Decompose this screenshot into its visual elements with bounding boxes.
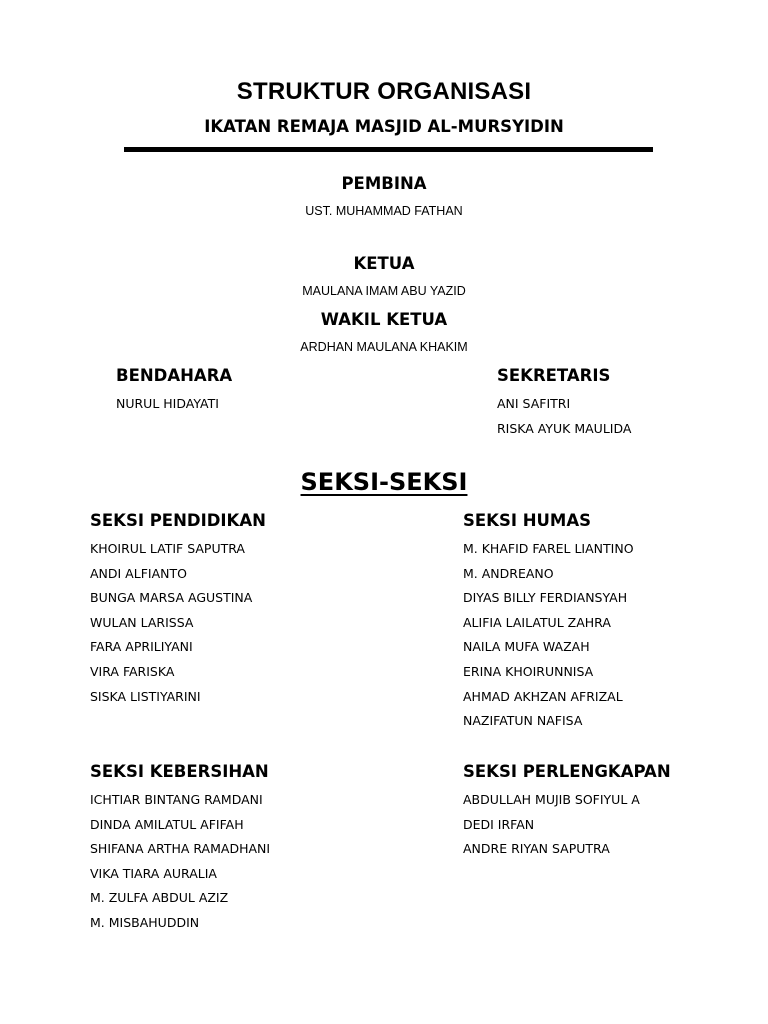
seksi-seksi-heading: SEKSI-SEKSI <box>300 468 468 496</box>
list-item: SISKA LISTIYARINI <box>90 688 201 704</box>
list-item: NAILA MUFA WAZAH <box>463 639 590 655</box>
list-item: ALIFIA LAILATUL ZAHRA <box>463 614 611 630</box>
ketua-label: KETUA <box>353 254 415 273</box>
seksi-perlengkapan-label: SEKSI PERLENGKAPAN <box>463 762 671 781</box>
seksi-perlengkapan-members <box>463 792 640 866</box>
list-item: ERINA KHOIRUNNISA <box>463 663 594 679</box>
list-item: SHIFANA ARTHA RAMADHANI <box>90 841 271 857</box>
sekretaris-name: ANI SAFITRI <box>497 396 571 411</box>
list-item: VIRA FARISKA <box>90 663 175 679</box>
seksi-pendidikan-label: SEKSI PENDIDIKAN <box>90 511 266 530</box>
wakil-ketua-name: ARDHAN MAULANA KHAKIM <box>300 340 468 354</box>
list-item: FARA APRILIYANI <box>90 639 193 655</box>
seksi-pendidikan-members <box>90 541 252 713</box>
bendahara-label: BENDAHARA <box>116 366 233 385</box>
list-item: NAZIFATUN NAFISA <box>463 713 583 729</box>
list-item: AHMAD AKHZAN AFRIZAL <box>463 688 623 704</box>
list-item: M. MISBAHUDDIN <box>90 914 200 930</box>
header-divider <box>124 147 653 152</box>
list-item: KHOIRUL LATIF SAPUTRA <box>90 541 245 556</box>
list-item: ICHTIAR BINTANG RAMDANI <box>90 792 263 807</box>
list-item: M. ANDREANO <box>463 565 554 581</box>
sekretaris-label: SEKRETARIS <box>497 366 611 385</box>
list-item: DINDA AMILATUL AFIFAH <box>90 816 244 832</box>
wakil-ketua-label: WAKIL KETUA <box>320 310 448 329</box>
bendahara-name: NURUL HIDAYATI <box>116 396 219 411</box>
list-item: WULAN LARISSA <box>90 614 194 630</box>
list-item: DIYAS BILLY FERDIANSYAH <box>463 590 628 606</box>
seksi-kebersihan-label: SEKSI KEBERSIHAN <box>90 762 269 781</box>
list-item: ABDULLAH MUJIB SOFIYUL A <box>463 792 640 807</box>
sekretaris-name: RISKA AYUK MAULIDA <box>497 421 632 436</box>
list-item: DEDI IRFAN <box>463 816 535 832</box>
document-title: STRUKTUR ORGANISASI <box>236 78 532 105</box>
ketua-name: MAULANA IMAM ABU YAZID <box>302 284 466 298</box>
list-item: BUNGA MARSA AGUSTINA <box>90 590 253 606</box>
pembina-label: PEMBINA <box>341 174 427 193</box>
list-item: ANDRE RIYAN SAPUTRA <box>463 841 610 857</box>
organization-name: IKATAN REMAJA MASJID AL-MURSYIDIN <box>204 117 564 136</box>
list-item: VIKA TIARA AURALIA <box>90 865 217 881</box>
seksi-humas-label: SEKSI HUMAS <box>463 511 591 530</box>
seksi-humas-members <box>463 541 634 738</box>
list-item: M. KHAFID FAREL LIANTINO <box>463 541 634 556</box>
list-item: M. ZULFA ABDUL AZIZ <box>90 890 229 906</box>
list-item: ANDI ALFIANTO <box>90 565 187 581</box>
pembina-name: UST. MUHAMMAD FATHAN <box>305 204 463 218</box>
seksi-kebersihan-members <box>90 792 270 940</box>
